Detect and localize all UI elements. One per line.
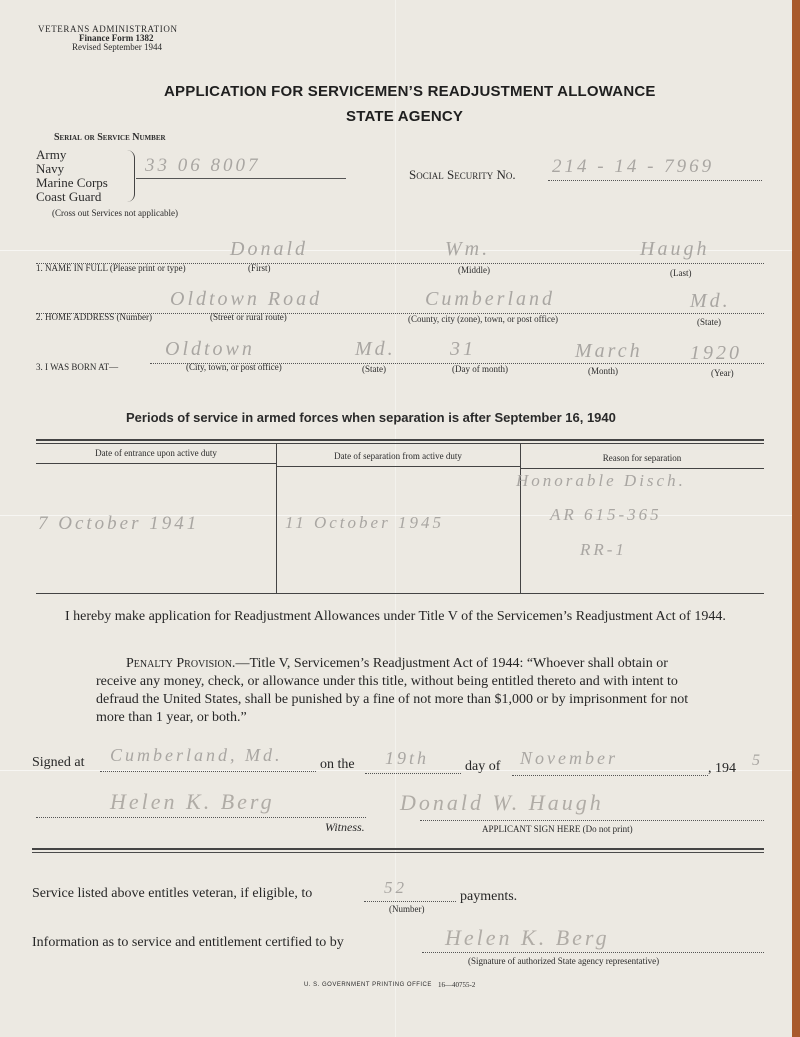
state-value[interactable]: Md. (690, 290, 731, 312)
representative-signature-label: (Signature of authorized State agency representative) (468, 956, 660, 966)
serial-number-label: Serial or Service Number (54, 132, 166, 143)
periods-heading: Periods of service in armed forces when separation is after September 16, 1940 (126, 410, 616, 425)
number-label: (Number) (116, 312, 153, 322)
penalty-provision (96, 655, 704, 727)
section-divider (32, 848, 764, 850)
form-title: APPLICATION FOR SERVICEMEN’S READJUSTMENT ALLOWANCE (164, 83, 656, 100)
payments-label: payments. (460, 889, 518, 904)
signed-year-value[interactable]: 5 (752, 752, 763, 769)
birth-month-value[interactable]: March (575, 340, 643, 362)
cross-out-note: (Cross out Services not applicable) (52, 208, 178, 218)
first-name-value[interactable]: Donald (230, 238, 308, 260)
applicant-signature-line (420, 820, 764, 821)
branch-coast-guard: Coast Guard (36, 189, 102, 204)
birth-city-label: (City, town, or post office) (186, 362, 282, 372)
day-of-label: day of (465, 759, 501, 774)
witness-signature[interactable]: Helen K. Berg (110, 789, 275, 814)
ssn-label: Social Security No. (409, 167, 516, 182)
address-label: 2. HOME ADDRESS (36, 312, 115, 322)
born-label: 3. I WAS BORN AT— (36, 362, 119, 372)
form-subtitle: STATE AGENCY (346, 108, 464, 125)
section-divider-thin (32, 852, 764, 853)
agency-name: VETERANS ADMINISTRATION (38, 24, 178, 34)
branch-navy: Navy (36, 161, 65, 176)
reason-line-1[interactable]: Honorable Disch. (516, 471, 686, 490)
page-edge (792, 0, 800, 1037)
on-the-label: on the (320, 757, 355, 772)
representative-signature-line (422, 952, 764, 953)
printer-imprint: U. S. GOVERNMENT PRINTING OFFICE (304, 982, 432, 988)
year-prefix: , 194 (708, 761, 736, 776)
branch-list (36, 148, 108, 204)
witness-line (36, 817, 366, 818)
branch-marine-corps: Marine Corps (36, 175, 108, 190)
witness-label: Witness. (325, 820, 365, 834)
branch-army: Army (36, 147, 67, 162)
representative-signature[interactable]: Helen K. Berg (445, 925, 610, 950)
printer-code: 16—40755-2 (438, 981, 476, 989)
birth-day-label: (Day of month) (452, 364, 508, 374)
month-line (512, 775, 708, 776)
table-header-rule (36, 463, 276, 464)
day-line (365, 773, 461, 774)
reason-line-2[interactable]: AR 615-365 (550, 505, 662, 524)
penalty-text: —Title V, Servicemen’s Readjustment Act of 1944: “Whoever shall obtain or receive any money, check, or allowance under this title, without being entitled thereto and with intent to defraud the United States, shall be punished by a fine of not more than $1,000 or by imprisonment for not more than 1 year, or both.” (96, 656, 689, 725)
payments-number-value[interactable]: 52 (384, 878, 407, 897)
penalty-label: Penalty Provision. (126, 656, 236, 671)
serial-number-line (136, 178, 346, 179)
middle-label: (Middle) (458, 265, 490, 275)
ssn-line (548, 180, 762, 181)
last-label: (Last) (670, 268, 692, 278)
birth-day-value[interactable]: 31 (450, 338, 476, 360)
name-sublabel: (Please print or type) (109, 263, 186, 273)
table-top-rule (36, 439, 764, 441)
street-value[interactable]: Oldtown Road (170, 288, 323, 310)
middle-name-value[interactable]: Wm. (445, 238, 491, 260)
payments-number-line (364, 901, 456, 902)
applicant-sign-label: APPLICANT SIGN HERE (482, 824, 581, 834)
table-header-rule (276, 466, 520, 467)
table-column-divider (520, 444, 521, 593)
birth-city-value[interactable]: Oldtown (165, 338, 255, 360)
table-top-rule-thin (36, 443, 764, 444)
applicant-sign-note: (Do not print) (582, 824, 633, 834)
birth-year-label: (Year) (711, 368, 734, 378)
reason-line-3[interactable]: RR-1 (580, 540, 627, 559)
state-label: (State) (697, 317, 721, 327)
column-header-reason: Reason for separation (602, 453, 682, 463)
entrance-date-value[interactable]: 7 October 1941 (38, 513, 200, 534)
branch-brace (124, 150, 135, 202)
applicant-signature[interactable]: Donald W. Haugh (400, 790, 604, 815)
county-label: (County, city (zone), town, or post office) (408, 314, 558, 324)
revision-date: Revised September 1944 (72, 42, 162, 52)
number-sublabel: (Number) (389, 904, 425, 914)
street-label: (Street or rural route) (210, 312, 287, 322)
first-label: (First) (248, 263, 271, 273)
column-header-entrance: Date of entrance upon active duty (95, 448, 217, 458)
county-value[interactable]: Cumberland (425, 288, 555, 310)
last-name-value[interactable]: Haugh (640, 238, 710, 260)
birth-month-label: (Month) (588, 366, 618, 376)
signed-at-line (100, 771, 316, 772)
serial-number-value[interactable]: 33 06 8007 (145, 155, 261, 176)
name-label: 1. NAME IN FULL (36, 263, 108, 273)
birth-state-value[interactable]: Md. (355, 338, 396, 360)
certification-text: Information as to service and entitlement certified to by (32, 935, 344, 950)
signed-at-label: Signed at (32, 755, 85, 770)
table-bottom-rule (36, 593, 764, 594)
application-statement: I hereby make application for Readjustment Allowances under Title V of the Servicemen’s Readjustment Act of 1944. (65, 609, 726, 624)
signed-place-value[interactable]: Cumberland, Md. (110, 745, 283, 765)
signed-day-value[interactable]: 19th (385, 748, 430, 768)
signed-month-value[interactable]: November (520, 748, 618, 768)
birth-year-value[interactable]: 1920 (690, 342, 742, 364)
form-number: Finance Form 1382 (79, 33, 154, 43)
birth-state-label: (State) (362, 364, 386, 374)
separation-date-value[interactable]: 11 October 1945 (285, 513, 444, 532)
column-header-separation: Date of separation from active duty (334, 451, 462, 461)
ssn-value[interactable]: 214 - 14 - 7969 (552, 156, 715, 177)
entitlement-text: Service listed above entitles veteran, if eligible, to (32, 886, 313, 901)
table-header-rule (520, 468, 764, 469)
